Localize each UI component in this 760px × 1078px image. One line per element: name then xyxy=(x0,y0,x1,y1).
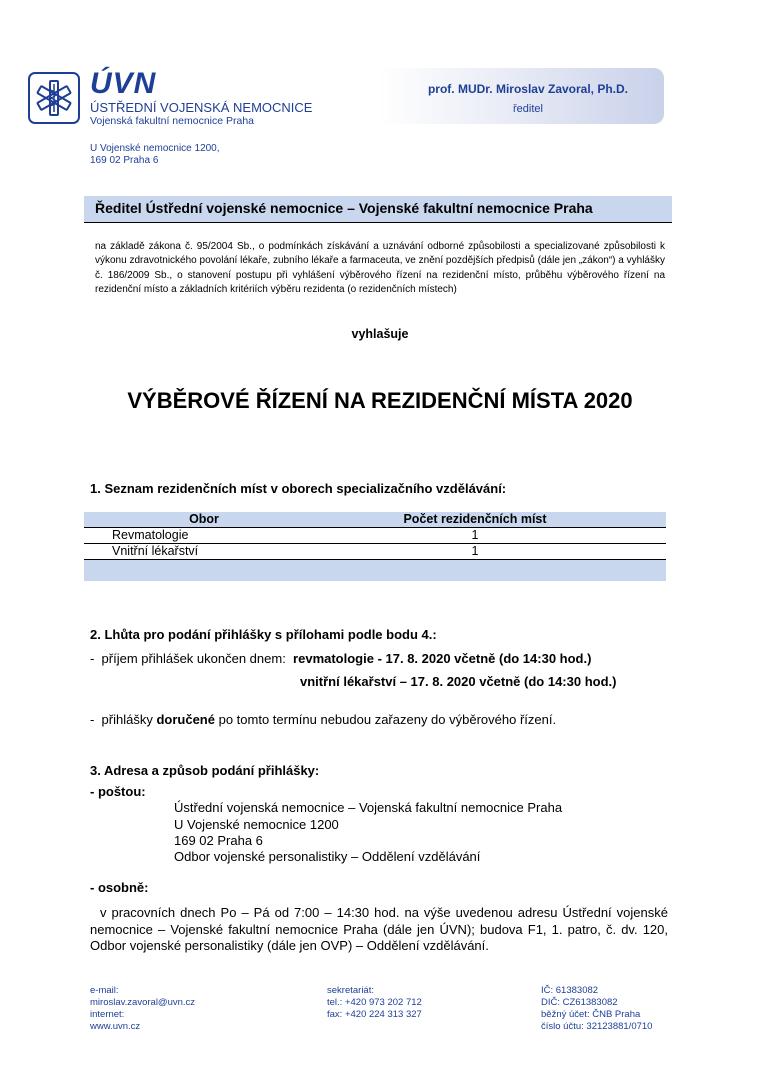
late-submission-note xyxy=(90,712,556,727)
footer-email-label: e-mail: xyxy=(90,985,119,996)
title-bar-text: Ředitel Ústřední vojenské nemocnice – Vojenské fakultní nemocnice Praha xyxy=(95,200,593,216)
in-person-label: - osobně: xyxy=(90,880,149,895)
footer-fax: fax: +420 224 313 327 xyxy=(327,1009,422,1020)
footer-secretariat-label: sekretariát: xyxy=(327,985,374,996)
post-address-line: Ústřední vojenská nemocnice – Vojenská fakultní nemocnice Praha xyxy=(174,800,563,815)
main-title: VÝBĚROVÉ ŘÍZENÍ NA REZIDENČNÍ MÍSTA 2020 xyxy=(127,388,633,413)
deadline-prefix: - příjem přihlášek ukončen dnem: xyxy=(90,651,294,666)
hospital-address-line1: U Vojenské nemocnice 1200, xyxy=(90,143,220,154)
footer-internet-label: internet: xyxy=(90,1009,125,1020)
deadline-revmatologie: revmatologie - 17. 8. 2020 včetně (do 14:30 hod.) xyxy=(293,651,592,666)
footer-secretariat xyxy=(327,985,422,1021)
residency-table xyxy=(84,512,666,581)
footer-dic: DIČ: CZ61383082 xyxy=(541,997,618,1008)
column-header-pocet: Počet rezidenčních míst xyxy=(403,512,547,526)
hospital-name: ÚSTŘEDNÍ VOJENSKÁ NEMOCNICE xyxy=(90,100,313,115)
footer-email[interactable]: miroslav.zavoral@uvn.cz xyxy=(90,997,196,1008)
table-cell-obor: Vnitřní lékařství xyxy=(112,544,199,558)
late-prefix: - přihlášky xyxy=(90,712,157,727)
footer-website[interactable]: www.uvn.cz xyxy=(90,1021,141,1032)
late-bold-word: doručené xyxy=(156,712,215,727)
hospital-subname: Vojenská fakultní nemocnice Praha xyxy=(90,115,255,127)
late-suffix: po tomto termínu nebudou zařazeny do výběrového řízení. xyxy=(214,712,557,727)
table-cell-obor: Revmatologie xyxy=(112,528,189,542)
post-address-line: U Vojenské nemocnice 1200 xyxy=(174,817,339,832)
announce-text: vyhlašuje xyxy=(351,327,409,341)
post-label: - poštou: xyxy=(90,784,146,799)
section2-heading: 2. Lhůta pro podání přihlášky s přílohami podle bodu 4.: xyxy=(90,627,437,642)
star-of-life-icon xyxy=(28,72,80,124)
table-row xyxy=(84,528,666,544)
deadline-vnitrni: vnitřní lékařství – 17. 8. 2020 včetně (do 14:30 hod.) xyxy=(300,674,617,689)
section3-heading: 3. Adresa a způsob podání přihlášky: xyxy=(90,763,320,778)
footer-account-number: číslo účtu: 32123881/0710 xyxy=(541,1021,653,1032)
post-address-line: Odbor vojenské personalistiky – Oddělení vzdělávání xyxy=(174,849,481,864)
footer-ico: IČ: 61383082 xyxy=(541,985,599,996)
in-person-text: v pracovních dnech Po – Pá od 7:00 – 14:30 hod. na výše uvedenou adresu Ústřední vojenské nemocnice – Vojenské fakultní nemocnice Praha (dále jen ÚVN); budova F1, 1. patro, č. dv. 120, Odbor vojenské personalistiky (dále jen OVP) – Oddělení vzdělávání. xyxy=(90,905,668,953)
deadline-line xyxy=(90,651,591,666)
footer-bank xyxy=(541,985,652,1033)
table-footer-row xyxy=(84,559,666,581)
section1-heading: 1. Seznam rezidenčních míst v oborech specializačního vzdělávání: xyxy=(90,481,507,496)
table-cell-pocet: 1 xyxy=(471,528,479,542)
table-cell-pocet: 1 xyxy=(471,544,479,558)
director-role: ředitel xyxy=(513,103,543,115)
table-header-row xyxy=(84,512,666,528)
director-card xyxy=(378,68,664,124)
logo-wordmark: ÚVN xyxy=(90,67,157,100)
column-header-obor: Obor xyxy=(189,512,219,526)
table-row xyxy=(84,544,666,559)
director-name: prof. MUDr. Miroslav Zavoral, Ph.D. xyxy=(427,82,629,96)
post-address-line: 169 02 Praha 6 xyxy=(174,833,263,848)
intro-paragraph: na základě zákona č. 95/2004 Sb., o podmínkách získávání a uznávání odborné způsobilosti a specializované způsobilosti k výkonu zdravotnického povolání lékaře, zubního lékaře a farmaceuta, ve znění pozdějších předpisů (dále jen „zákon“) a vyhlášky č. 186/2009 Sb., o stanovení postupu při vyhlášení výběrového řízení na rezidenční místo, průběhu výběrového řízení na rezidenční místo a základních kritériích výběru rezidenta (o rezidenčních místech) xyxy=(95,241,665,295)
footer-bank-account: běžný účet: ČNB Praha xyxy=(541,1009,641,1020)
hospital-address-line2: 169 02 Praha 6 xyxy=(90,155,159,166)
footer-contact xyxy=(90,985,195,1033)
footer-phone: tel.: +420 973 202 712 xyxy=(327,997,422,1008)
